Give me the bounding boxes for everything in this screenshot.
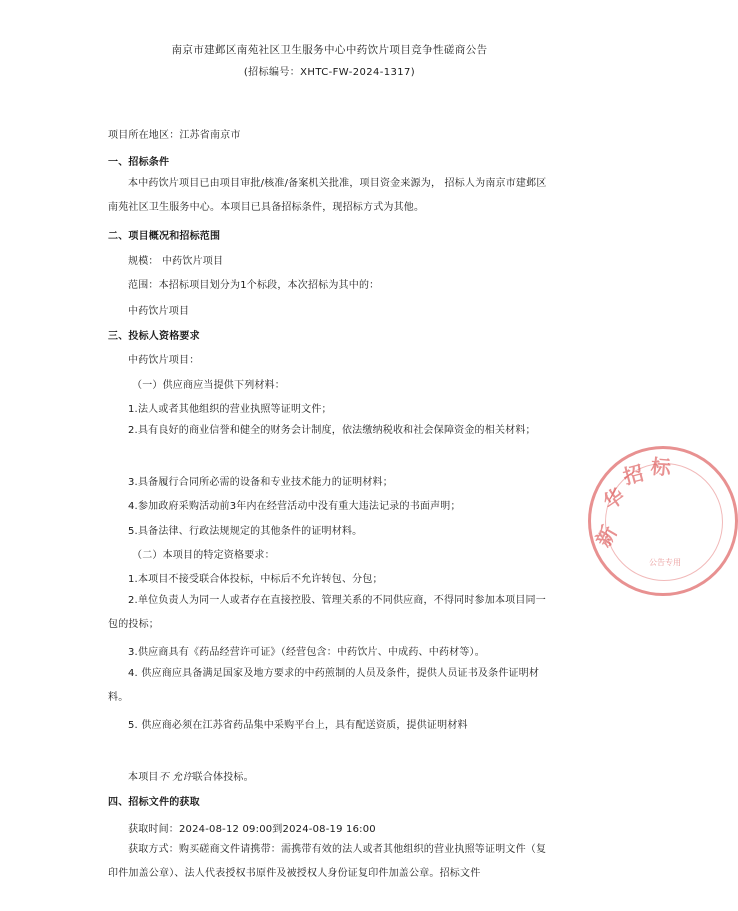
acquisition-time: 获取时间：2024-08-12 09:00到2024-08-19 16:00 — [128, 824, 376, 835]
section-1-heading: 一、招标条件 — [108, 157, 170, 168]
consortium-note — [128, 768, 568, 783]
seal-char-2: 华 — [598, 483, 629, 515]
project-scope: 范围：本招标项目划分为1个标段，本次招标为其中的： — [128, 280, 380, 291]
requirement-b1: 1.本项目不接受联合体投标，中标后不允许转包、分包； — [128, 574, 383, 585]
seal-char-4: 标 — [649, 454, 672, 480]
scope-item: 中药饮片项目 — [128, 306, 190, 317]
section-3-heading: 三、投标人资格要求 — [108, 331, 200, 342]
seal-char-1: 新 — [590, 521, 622, 551]
acquisition-method: 获取方式：购买磋商文件请携带：需携带有效的法人或者其他组织的营业执照等证明文件（复印件加盖公章）、法人代表授权书原件及被授权人身份证复印件加盖公章。招标文件 — [108, 844, 547, 879]
requirement-b4: 4. 供应商应具备满足国家及地方要求的中药煎制的人员及条件，提供人员证书及条件证明材料。 — [108, 668, 540, 703]
requirements-sub-1: （一）供应商应当提供下列材料： — [132, 380, 285, 391]
requirements-intro: 中药饮片项目： — [128, 355, 200, 366]
consortium-italic: 不 允许 — [158, 772, 193, 783]
document-title: 南京市建邺区南苑社区卫生服务中心中药饮片项目竞争性磋商公告 — [171, 44, 488, 56]
project-scale: 规模： 中药饮片项目 — [128, 256, 224, 267]
requirement-a4: 4.参加政府采购活动前3年内在经营活动中没有重大违法记录的书面声明； — [128, 501, 461, 512]
requirement-b2: 2.单位负责人为同一人或者存在直接控股、管理关系的不同供应商，不得同时参加本项目同一包的投标； — [108, 595, 546, 630]
requirement-b5: 5. 供应商必须在江苏省药品集中采购平台上，具有配送资质，提供证明材料 — [128, 720, 468, 731]
section-2-heading: 二、项目概况和招标范围 — [108, 231, 221, 242]
seal-char-3: 招 — [620, 460, 647, 490]
requirements-sub-2: （二）本项目的特定资格要求： — [132, 550, 275, 561]
consortium-post: 联合体投标。 — [192, 772, 254, 783]
requirement-a1: 1.法人或者其他组织的营业执照等证明文件； — [128, 404, 332, 415]
seal-subtext: 公告专用 — [649, 558, 681, 567]
requirement-b3: 3.供应商具有《药品经营许可证》（经营包含：中药饮片、中成药、中药材等）。 — [128, 647, 485, 658]
requirement-a2: 2.具有良好的商业信誉和健全的财务会计制度，依法缴纳税收和社会保障资金的相关材料； — [128, 425, 536, 436]
consortium-pre: 本项目 — [128, 772, 159, 783]
tender-number: (招标编号：XHTC-FW-2024-1317) — [243, 67, 416, 78]
official-seal — [588, 446, 738, 596]
section-1-paragraph: 本中药饮片项目已由项目审批/核准/备案机关批准，项目资金来源为， 招标人为南京市建邺区南苑社区卫生服务中心。本项目已具备招标条件，现招标方式为其他。 — [108, 178, 547, 213]
requirement-a5: 5.具备法律、行政法规规定的其他条件的证明材料。 — [128, 526, 363, 537]
requirement-a3: 3.具备履行合同所必需的设备和专业技术能力的证明材料； — [128, 477, 393, 488]
section-4-heading: 四、招标文件的获取 — [108, 797, 200, 808]
project-location: 项目所在地区：江苏省南京市 — [108, 130, 241, 141]
